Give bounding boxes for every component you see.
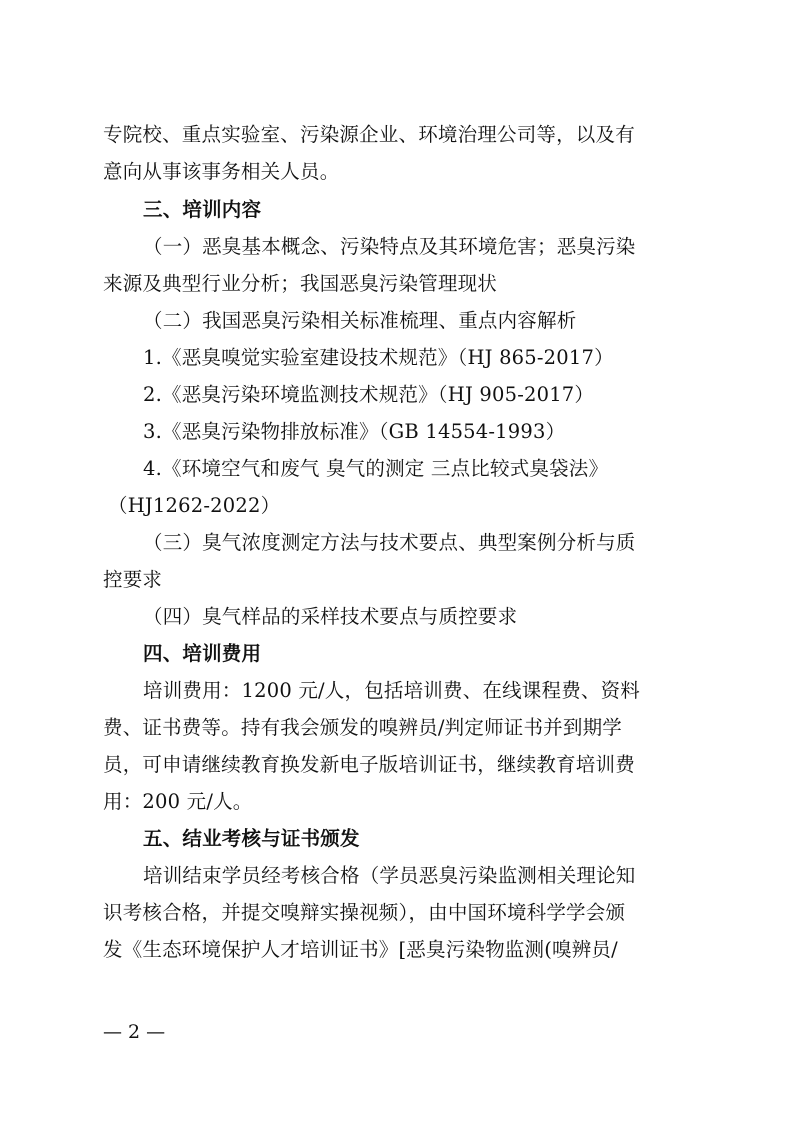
- fees-paragraph-line: 费、证书费等。持有我会颁发的嗅辨员/判定师证书并到期学: [103, 716, 622, 739]
- fees-paragraph-line: 培训费用：1200 元/人，包括培训费、在线课程费、资料: [143, 679, 640, 702]
- exam-paragraph-line: 发《生态环境保护人才培训证书》[恶臭污染物监测(嗅辨员/: [103, 938, 618, 961]
- section-heading-training-content: 三、培训内容: [143, 198, 262, 221]
- exam-paragraph-line: 识考核合格，并提交嗅辩实操视频），由中国环境科学学会颁: [103, 901, 626, 924]
- page-number: — 2 —: [103, 1021, 166, 1043]
- content-item-1-cont: 来源及典型行业分析；我国恶臭污染管理现状: [103, 272, 498, 295]
- fees-paragraph-line: 用：200 元/人。: [103, 790, 253, 813]
- content-item-2: （二）我国恶臭污染相关标准梳理、重点内容解析: [143, 309, 577, 332]
- standard-item-2: 2.《恶臭污染环境监测技术规范》（HJ 905-2017）: [143, 383, 595, 406]
- content-item-1: （一）恶臭基本概念、污染特点及其环境危害；恶臭污染: [143, 235, 636, 258]
- paragraph-line: 专院校、重点实验室、污染源企业、环境治理公司等，以及有: [103, 123, 635, 146]
- content-item-3-cont: 控要求: [103, 568, 163, 591]
- fees-paragraph-line: 员，可申请继续教育换发新电子版培训证书，继续教育培训费: [103, 753, 635, 776]
- standard-item-4-cont: （HJ1262-2022）: [108, 494, 281, 517]
- standard-item-4: 4.《环境空气和废气 臭气的测定 三点比较式臭袋法》: [143, 457, 609, 480]
- standard-item-3: 3.《恶臭污染物排放标准》（GB 14554-1993）: [143, 420, 566, 443]
- content-item-3: （三）臭气浓度测定方法与技术要点、典型案例分析与质: [143, 531, 636, 554]
- section-heading-fees: 四、培训费用: [143, 642, 262, 665]
- content-item-4: （四）臭气样品的采样技术要点与质控要求: [143, 605, 518, 628]
- exam-paragraph-line: 培训结束学员经考核合格（学员恶臭污染监测相关理论知: [143, 864, 636, 887]
- standard-item-1: 1.《恶臭嗅觉实验室建设技术规范》（HJ 865-2017）: [143, 346, 614, 369]
- section-heading-exam-certificate: 五、结业考核与证书颁发: [143, 827, 360, 850]
- paragraph-line: 意向从事该事务相关人员。: [103, 160, 340, 183]
